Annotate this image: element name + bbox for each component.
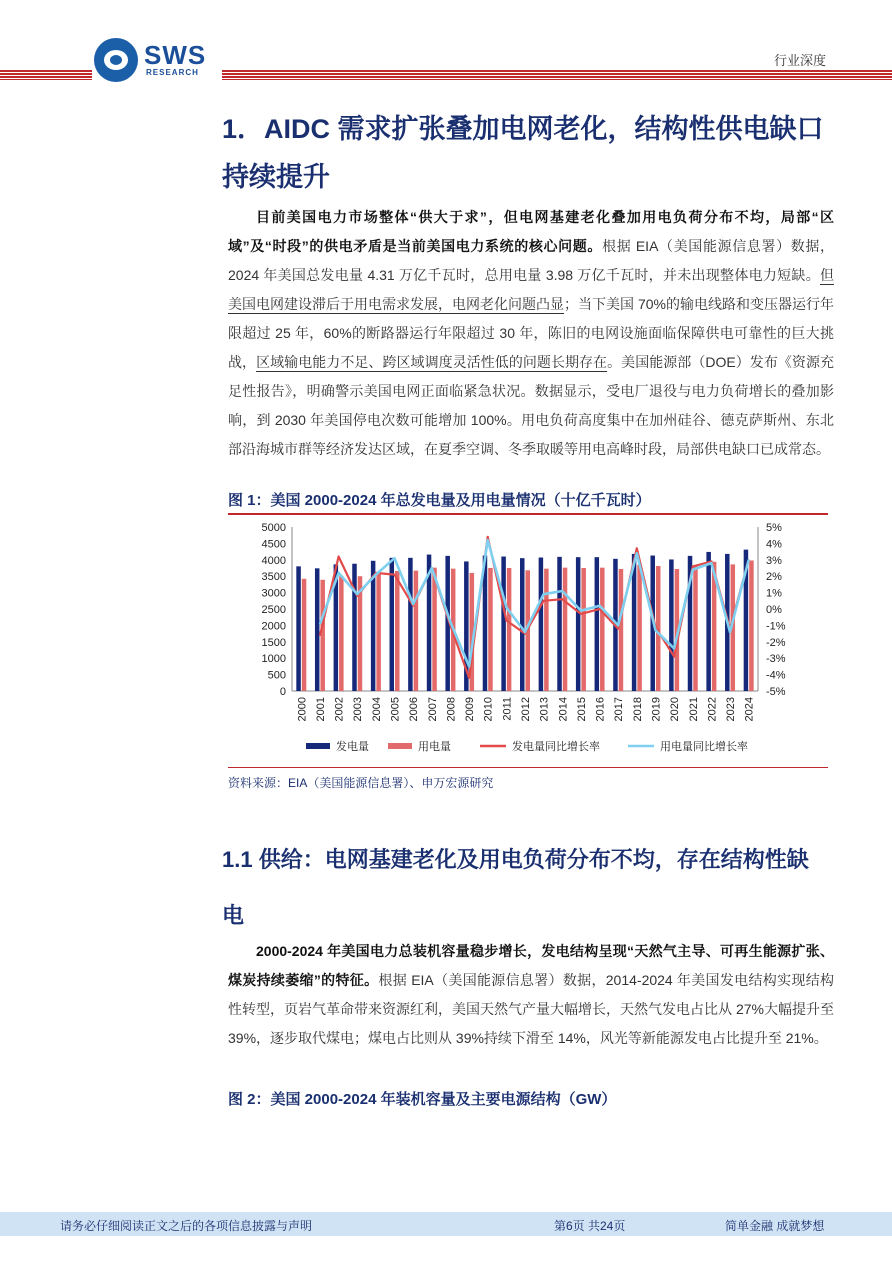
right-axis-tick-label: -1% (766, 620, 786, 633)
right-axis-tick-label: 2% (766, 571, 782, 584)
x-axis-tick-label: 2010 (482, 697, 495, 722)
right-axis-tick-label: 0% (766, 604, 782, 616)
line-point (711, 562, 713, 564)
x-axis-tick-label: 2017 (613, 697, 626, 722)
line-point (655, 630, 657, 632)
section11-heading-line2: 电 (222, 903, 245, 928)
left-axis-tick-label: 0 (279, 686, 286, 698)
bar-consumption (581, 568, 586, 691)
bar-generation (706, 552, 711, 691)
line-point (487, 536, 489, 538)
footer-slogan: 简单金融 成就梦想 (725, 1219, 825, 1233)
section1-text-a: 根据 EIA（美国能源信息署）数据，2024 年美国总发电量 4.31 万亿千瓦时，总用电量 3.98 万亿千瓦时，并未出现整体电力短缺。 (228, 238, 834, 283)
bar-generation (408, 558, 413, 691)
legend-label: 用电量 (418, 741, 451, 753)
bar-consumption (507, 568, 512, 691)
line-point (412, 603, 414, 605)
right-axis-tick-label: 5% (766, 522, 782, 534)
line-point (748, 559, 750, 561)
line-point (561, 590, 563, 592)
line-point (617, 628, 619, 630)
section1-text-c: 。美国能源部（DOE）发布《资源充足性报告》，明确警示美国电网正面临紧急状况。数据显示，受电厂退役与电力负荷增长的叠加影响，到 2030 年美国停电次数可能增加 100%。用电负荷高度集中在加州硅谷、德克萨斯州、东北部沿海城市群等经济发达区域，在夏季空调、冬季取暖等用电高峰时段，局部供电缺口已成常态。 (228, 354, 835, 457)
x-axis-tick-label: 2016 (594, 697, 607, 722)
x-axis-tick-label: 2004 (370, 697, 383, 722)
line-point (319, 634, 321, 636)
bar-consumption (395, 571, 400, 691)
x-axis-tick-label: 2011 (501, 697, 514, 721)
bar-generation (315, 568, 320, 691)
line-point (580, 613, 582, 615)
x-axis-tick-label: 2013 (538, 697, 551, 722)
left-axis-tick-label: 5000 (261, 522, 286, 534)
x-axis-tick-label: 2005 (389, 697, 402, 722)
x-axis-tick-label: 2023 (725, 697, 738, 722)
left-axis-tick-label: 2000 (261, 620, 286, 633)
bar-generation (390, 558, 395, 691)
x-axis-tick-label: 2021 (687, 697, 700, 722)
legend-label: 发电量 (336, 741, 369, 753)
left-axis-tick-label: 3000 (261, 587, 286, 600)
line-point (506, 607, 508, 609)
bar-generation (576, 557, 581, 691)
line-point (692, 569, 694, 571)
x-axis-tick-label: 2003 (352, 697, 365, 722)
section1-heading-line2: 持续提升 (222, 162, 330, 192)
logo-subtext: RESEARCH (146, 68, 199, 77)
logo-text: SWS (144, 40, 207, 70)
sws-logo (94, 38, 219, 88)
line-point (487, 539, 489, 541)
bar-consumption (600, 568, 605, 691)
x-axis-tick-label: 2007 (426, 697, 439, 722)
right-axis-tick-label: 1% (766, 587, 782, 600)
section1-text-b: ；当下美国 70%的输电线路和变压器运行年限超过 25 年，60%的断路器运行年限超过 30 年，陈旧的电网设施面临保障供电可靠性的巨大挑战， (228, 296, 834, 370)
line-point (692, 566, 694, 568)
line-point (580, 610, 582, 612)
bar-consumption (488, 568, 493, 691)
line-consumption-growth (320, 540, 749, 666)
left-axis-tick-label: 3500 (261, 571, 286, 584)
section11-heading (222, 832, 832, 944)
line-point (673, 648, 675, 650)
bar-consumption (563, 568, 568, 691)
bar-generation (352, 564, 357, 691)
bar-consumption (320, 580, 325, 691)
header-stripe-left (0, 70, 92, 80)
section1-lead-bold: 目前美国电力市场整体“供大于求”，但电网基建老化叠加用电负荷分布不均，局部“区域”及“时段”的供电矛盾是当前美国电力系统的核心问题。 (228, 209, 834, 254)
line-point (338, 556, 340, 558)
section11-paragraph (228, 937, 834, 1053)
line-point (524, 631, 526, 633)
right-axis-tick-label: 3% (766, 554, 782, 567)
bar-consumption (693, 565, 698, 691)
line-point (673, 656, 675, 658)
section11-heading-line1: 1.1 供给：电网基建老化及用电负荷分布不均，存在结构性缺 (222, 847, 809, 872)
x-axis-tick-label: 2019 (650, 697, 663, 722)
x-axis-tick-label: 2020 (669, 697, 682, 722)
bar-generation (539, 558, 544, 691)
right-axis-tick-label: 4% (766, 538, 782, 551)
right-axis-tick-label: -5% (766, 686, 786, 698)
line-point (543, 593, 545, 595)
bar-consumption (339, 576, 344, 691)
x-axis-tick-label: 2009 (464, 697, 477, 722)
left-axis-tick-label: 1000 (261, 653, 286, 666)
line-point (431, 567, 433, 569)
x-axis-tick-label: 2001 (314, 697, 327, 722)
line-point (599, 608, 601, 610)
line-point (394, 557, 396, 559)
line-point (636, 548, 638, 550)
x-axis-tick-label: 2000 (296, 697, 309, 722)
x-axis-tick-label: 2022 (706, 697, 719, 722)
line-point (468, 677, 470, 679)
section1-heading (222, 105, 832, 201)
legend-label: 用电量同比增长率 (660, 741, 748, 753)
x-axis-tick-label: 2014 (557, 697, 570, 722)
bar-consumption (376, 574, 381, 691)
figure1-source: 资料来源：EIA（美国能源信息署）、申万宏源研究 (228, 776, 494, 790)
x-axis-tick-label: 2018 (631, 697, 644, 722)
left-axis-tick-label: 500 (267, 669, 286, 682)
footer-disclaimer: 请务必仔细阅读正文之后的各项信息披露与声明 (60, 1219, 313, 1233)
document-type: 行业深度 (773, 53, 826, 68)
figure2-title: 图 2：美国 2000-2024 年装机容量及主要电源结构（GW） (228, 1091, 617, 1108)
sws-logo-icon (94, 38, 138, 82)
figure1-title: 图 1：美国 2000-2024 年总发电量及用电量情况（十亿千瓦时） (228, 492, 651, 509)
line-point (468, 666, 470, 668)
line-point (394, 574, 396, 576)
x-axis-tick-label: 2015 (575, 697, 588, 722)
section11-text: 根据 EIA（美国能源信息署）数据，2014-2024 年美国发电结构实现结构性转型，页岩气革命带来资源红利，美国天然气产量大幅增长，天然气发电占比从 27%大幅提升至 39%，逐步取代煤电；煤电占比则从 39%持续下滑至 14%，风光等新能源发电占比提升至 21%。 (228, 972, 835, 1046)
line-point (599, 605, 601, 607)
line-point (636, 552, 638, 554)
x-axis-tick-label: 2006 (408, 697, 421, 722)
x-axis-tick-label: 2008 (445, 697, 458, 722)
bar-generation (595, 557, 600, 691)
bar-consumption (749, 560, 754, 691)
section1-paragraph (228, 203, 834, 464)
line-point (617, 625, 619, 627)
bar-generation (296, 566, 301, 691)
section1-underline-1: 但美国电网建设滞后于用电需求发展，电网老化问题凸显 (228, 267, 834, 312)
right-axis-tick-label: -3% (766, 653, 786, 666)
left-axis-tick-label: 4500 (261, 538, 286, 551)
legend-label: 发电量同比增长率 (512, 741, 600, 753)
line-point (338, 572, 340, 574)
figure1-chart (228, 517, 828, 765)
page-header (0, 0, 892, 100)
bar-consumption (432, 568, 437, 691)
bar-consumption (544, 569, 549, 691)
line-point (450, 621, 452, 623)
left-axis-tick-label: 4000 (261, 554, 286, 567)
legend-swatch (388, 743, 412, 749)
figure1-top-rule (228, 513, 828, 515)
line-point (319, 623, 321, 625)
section1-heading-line1: 1．AIDC 需求扩张叠加电网老化，结构性供电缺口 (222, 114, 824, 144)
bar-consumption (637, 565, 642, 691)
page-footer (0, 1212, 892, 1236)
figure1-chart-svg (228, 517, 828, 765)
bar-consumption (302, 579, 307, 691)
header-stripe-right (222, 70, 892, 80)
line-point (356, 593, 358, 595)
line-point (543, 600, 545, 602)
left-axis-tick-label: 2500 (261, 604, 286, 616)
section1-underline-2: 区域输电能力不足、跨区域调度灵活性低的问题长期存在 (256, 354, 608, 370)
line-point (375, 574, 377, 576)
bar-consumption (414, 571, 419, 691)
line-point (729, 631, 731, 633)
bar-generation (501, 557, 506, 691)
section11-lead-bold: 2000-2024 年美国电力总装机容量稳步增长，发电结构呈现“天然气主导、可再生能源扩张、煤炭持续萎缩”的特征。 (228, 943, 834, 988)
right-axis-tick-label: -4% (766, 669, 786, 682)
right-axis-tick-label: -2% (766, 636, 786, 649)
x-axis-tick-label: 2002 (333, 697, 346, 722)
bar-consumption (619, 569, 624, 691)
x-axis-tick-label: 2024 (743, 697, 756, 722)
left-axis-tick-label: 1500 (261, 636, 286, 649)
legend-swatch (306, 743, 330, 749)
bar-generation (557, 557, 562, 691)
figure1-bottom-rule (228, 767, 828, 768)
line-point (561, 598, 563, 600)
footer-page-number: 第6页 共24页 (554, 1219, 626, 1233)
line-point (506, 620, 508, 622)
x-axis-tick-label: 2012 (520, 697, 532, 722)
bar-generation (669, 559, 674, 691)
